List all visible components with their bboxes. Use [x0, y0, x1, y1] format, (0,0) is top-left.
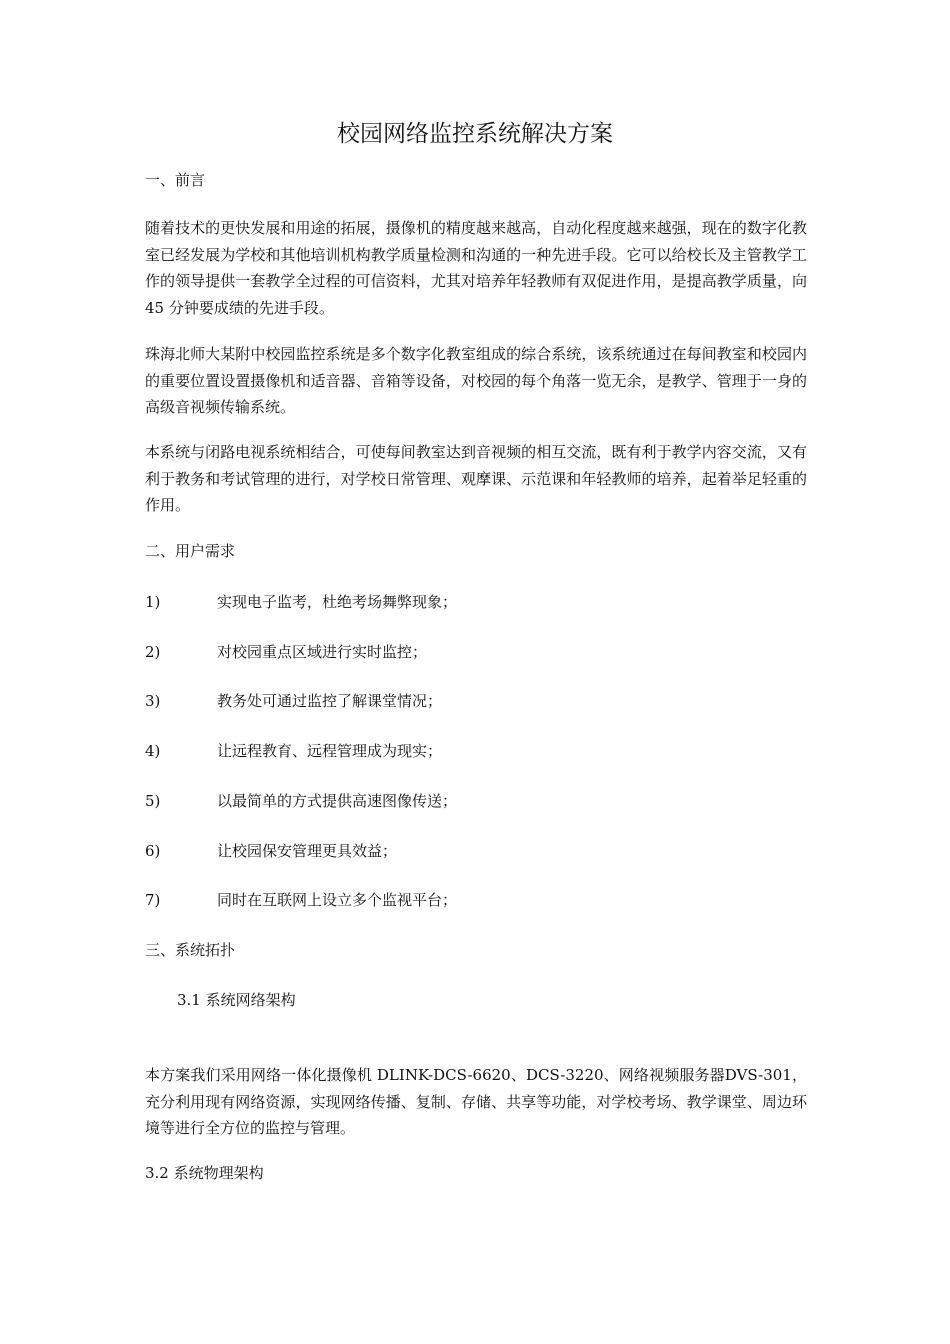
document-title: 校园网络监控系统解决方案 [337, 121, 613, 147]
requirement-text: 实现电子监考，杜绝考场舞弊现象； [217, 593, 458, 611]
section-heading-requirements: 二、用户需求 [145, 542, 236, 560]
requirement-text: 以最简单的方式提供高速图像传送； [217, 792, 458, 810]
requirement-text: 让校园保安管理更具效益； [217, 842, 398, 860]
requirement-item [145, 640, 807, 664]
requirement-number: 3) [145, 692, 161, 710]
requirement-text: 让远程教育、远程管理成为现实； [217, 742, 443, 760]
requirement-item [145, 689, 807, 713]
paragraph-solution: 本方案我们采用网络一体化摄像机 DLINK-DCS-6620、DCS-3220、网络视频服务器DVS-301，充分利用现有网络资源，实现网络传播、复制、存储、共享等功能，对学校考场、教学课堂、周边环境等进行全方位的监控与管理。 [145, 1066, 807, 1137]
section-heading-topology: 三、系统拓扑 [145, 941, 236, 959]
paragraph-cctv-integration: 本系统与闭路电视系统相结合，可使每间教室达到音视频的相互交流，既有利于教学内容交流，又有利于教务和考试管理的进行，对学校日常管理、观摩课、示范课和年轻教师的培养，起着举足轻重的作用。 [145, 443, 807, 514]
requirement-item [145, 739, 807, 763]
requirement-item [145, 590, 807, 614]
requirement-text: 对校园重点区域进行实时监控； [217, 643, 428, 661]
section-heading-preface: 一、前言 [145, 171, 206, 189]
requirement-text: 教务处可通过监控了解课堂情况； [217, 692, 443, 710]
requirement-number: 6) [145, 842, 161, 860]
requirement-text: 同时在互联网上设立多个监视平台； [217, 891, 458, 909]
requirement-item [145, 888, 807, 912]
requirement-number: 1) [145, 593, 161, 611]
requirement-item [145, 789, 807, 813]
requirement-number: 7) [145, 891, 161, 909]
subsection-heading-physical-architecture: 3.2 系统物理架构 [145, 1164, 264, 1182]
requirement-item [145, 839, 807, 863]
requirement-number: 5) [145, 792, 161, 810]
subsection-heading-network-architecture: 3.1 系统网络架构 [177, 991, 296, 1009]
requirement-number: 4) [145, 742, 161, 760]
paragraph-intro: 随着技术的更快发展和用途的拓展，摄像机的精度越来越高，自动化程度越来越强，现在的数字化教室已经发展为学校和其他培训机构教学质量检测和沟通的一种先进手段。它可以给校长及主管教学工作的领导提供一套教学全过程的可信资料，尤其对培养年轻教师有双促进作用，是提高教学质量，向 45 分钟要成绩的先进手段。 [145, 219, 807, 317]
paragraph-system-overview: 珠海北师大某附中校园监控系统是多个数字化教室组成的综合系统，该系统通过在每间教室和校园内的重要位置设置摄像机和适音器、音箱等设备，对校园的每个角落一览无余，是教学、管理于一身的高级音视频传输系统。 [145, 345, 807, 416]
requirement-number: 2) [145, 643, 161, 661]
